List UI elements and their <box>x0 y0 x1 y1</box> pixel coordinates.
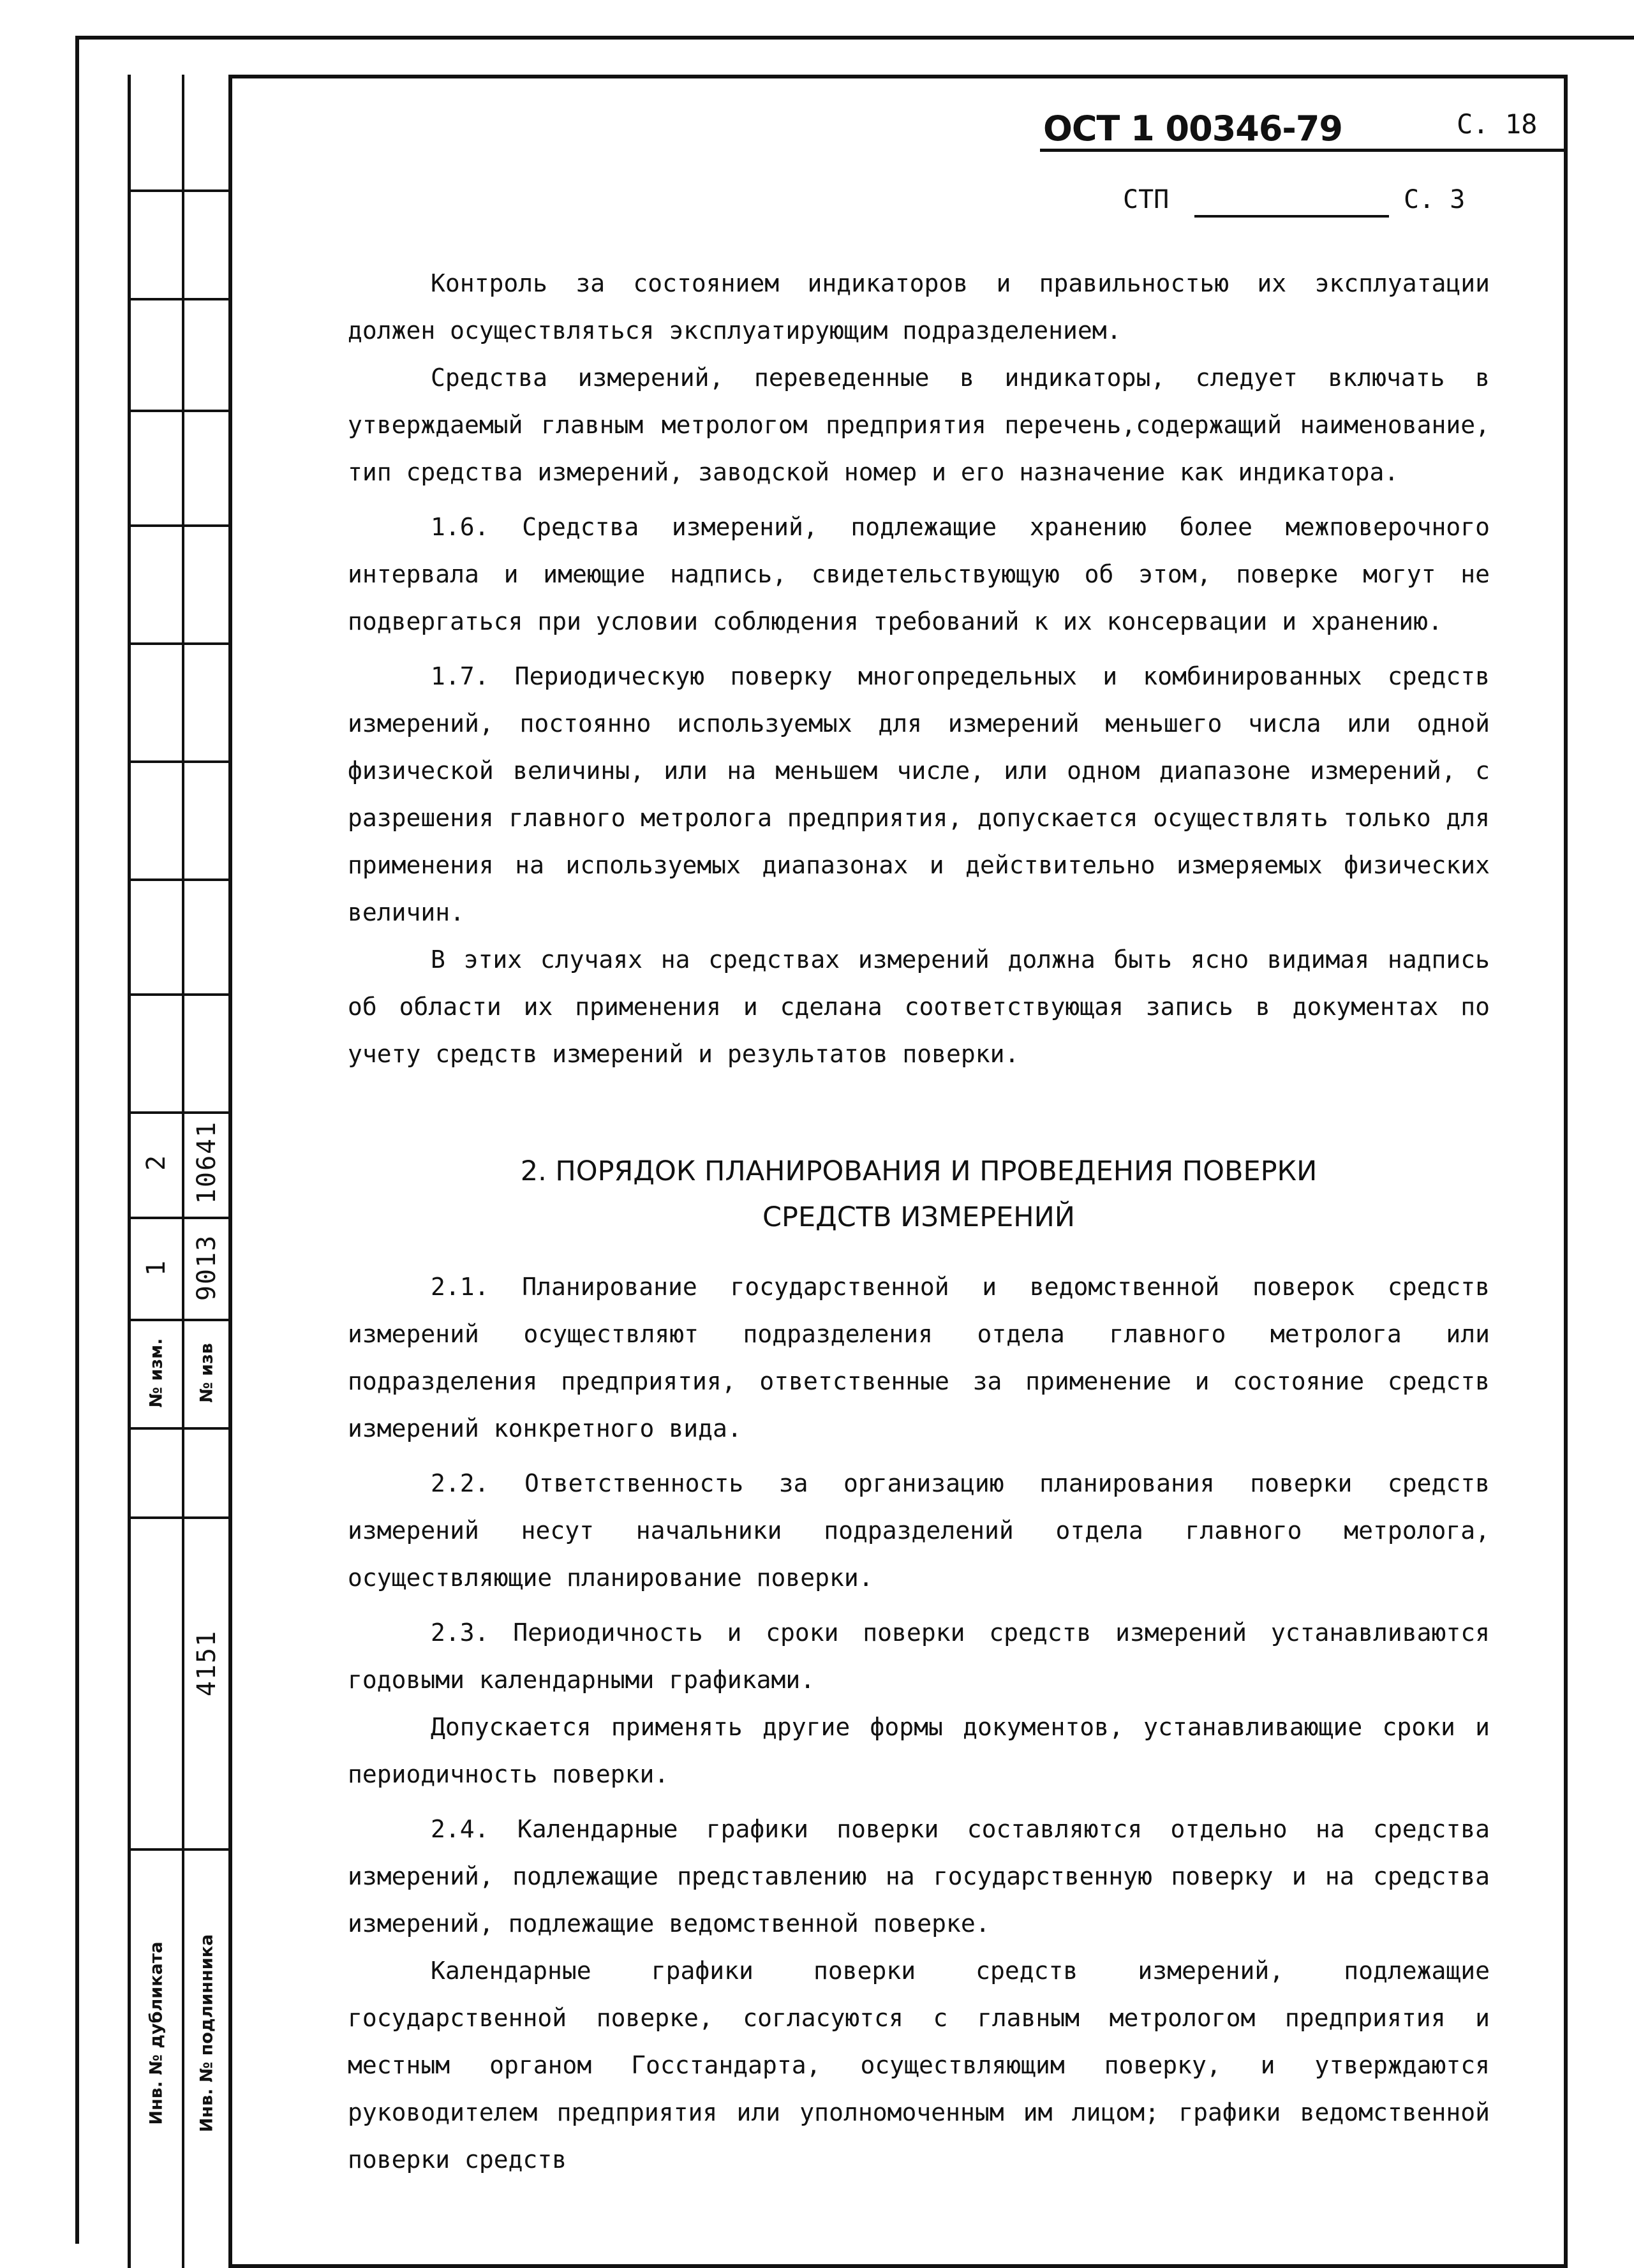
section-title-line-1: 2. ПОРЯДОК ПЛАНИРОВАНИЯ И ПРОВЕДЕНИЯ ПОВЕРКИ <box>520 1155 1318 1187</box>
label-rev: № изм. <box>146 1338 167 1408</box>
stp-label: СТП <box>1123 185 1170 214</box>
paragraph: Контроль за состоянием индикаторов и правильностью их эксплуатации должен осуществляться эксплуатирующим подразделением. <box>348 269 1490 345</box>
body-section-1 <box>348 260 1490 1078</box>
paragraph: 2.2. Ответственность за организацию планирования поверки средств измерений несут начальники подразделений отдела главного метролога, осуществляющие планирование поверки. <box>348 1469 1490 1592</box>
revision-sidebar <box>128 75 228 2268</box>
label-duplicate: Инв. № дубликата <box>146 1941 167 2125</box>
header-rule <box>1040 149 1566 152</box>
label-doc: № изв <box>197 1343 217 1403</box>
page-number: С. 18 <box>1457 108 1538 140</box>
body-section-2 <box>348 1263 1490 2183</box>
paragraph: 2.4. Календарные графики поверки составляются отдельно на средства измерений, подлежащие представлению на государственную поверку и на средства измерений, подлежащие ведомственной поверке. <box>348 1815 1490 1938</box>
paragraph: Допускается применять другие формы документов, устанавливающие сроки и периодичность поверки. <box>348 1713 1490 1788</box>
paragraph: 2.3. Периодичность и сроки поверки средств измерений устанавливаются годовыми календарными графиками. <box>348 1619 1490 1694</box>
original-number: 4151 <box>192 1629 221 1697</box>
doc-number-2: 10641 <box>192 1120 221 1204</box>
paragraph: 2.1. Планирование государственной и ведомственной поверок средств измерений осуществляют подразделения отдела главного метролога или подразделения предприятия, ответственные за применение и состояние средств измерений конкретного вида. <box>348 1273 1490 1442</box>
paragraph: 1.6. Средства измерений, подлежащие хранению более межповерочного интервала и имеющие надпись, свидетельствующую об этом, поверке могут не подвергаться при условии соблюдения требований к их консервации и хранению. <box>348 513 1490 635</box>
rev-number-2: 2 <box>142 1153 171 1171</box>
doc-number-1: 9013 <box>192 1234 221 1301</box>
paragraph: В этих случаях на средствах измерений должна быть ясно видимая надпись об области их применения и сделана соответствующая запись в документах по учету средств измерений и результатов поверки. <box>348 945 1490 1068</box>
paragraph: Средства измерений, переведенные в индикаторы, следует включать в утверждаемый главным метрологом предприятия перечень,содержащий наименование, тип средства измерений, заводской номер и его назначение как индикатора. <box>348 364 1490 486</box>
section-title-line-2: СРЕДСТВ ИЗМЕРЕНИЙ <box>762 1201 1075 1233</box>
document-code: ОСТ 1 00346-79 <box>1043 108 1342 149</box>
paragraph: 1.7. Периодическую поверку многопредельных и комбинированных средств измерений, постоянно используемых для измерений меньшего числа или одной физической величины, или на меньшем числе, или одном диапазоне измерений, с разрешения главного метролога предприятия, допускается осуществлять только для применения на используемых диапазонах и действительно измеряемых физических величин. <box>348 662 1490 926</box>
stp-page-number: С. 3 <box>1404 185 1466 214</box>
stp-blank-line <box>1194 215 1389 218</box>
rev-number-1: 1 <box>142 1259 171 1277</box>
paragraph: Календарные графики поверки средств измерений, подлежащие государственной поверке, согласуются с главным метрологом предприятия и местным органом Госстандарта, осуществляющим поверку, и утверждаются руководителем предприятия или уполномоченным им лицом; графики ведомственной поверки средств <box>348 1957 1490 2174</box>
label-original: Инв. № подлинника <box>197 1934 217 2133</box>
